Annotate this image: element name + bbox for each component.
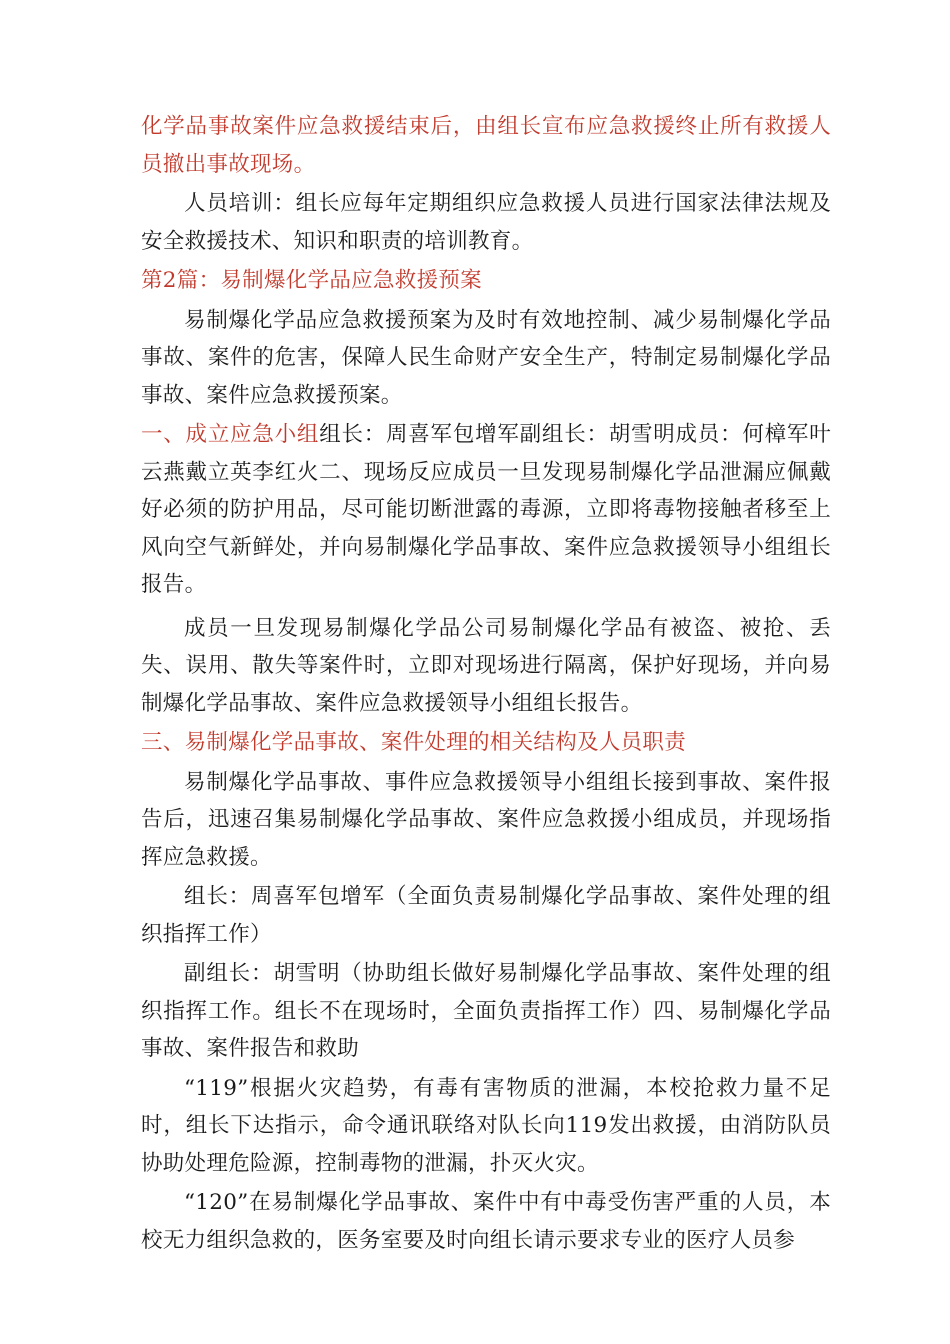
- document-page: [141, 108, 831, 1259]
- paragraph-emergency-group: [141, 416, 831, 604]
- paragraph-120: “120”在易制爆化学品事故、案件中有中毒受伤害严重的人员，本校无力组织急救的，医务室要及时向组长请示要求专业的医疗人员参: [141, 1190, 831, 1253]
- paragraph-rescue-end: 化学品事故案件应急救援结束后，由组长宣布应急救援终止所有救援人员撤出事故现场。: [141, 114, 831, 177]
- paragraph-plan-intro: 易制爆化学品应急救援预案为及时有效地控制、减少易制爆化学品事故、案件的危害，保障人民生命财产安全生产，特制定易制爆化学品事故、案件应急救援预案。: [141, 307, 831, 408]
- paragraph-theft-response: 成员一旦发现易制爆化学品公司易制爆化学品有被盗、被抢、丢失、误用、散失等案件时，立即对现场进行隔离，保护好现场，并向易制爆化学品事故、案件应急救援领导小组组长报告。: [141, 615, 831, 716]
- section-heading-emergency-group: 一、成立应急小组: [141, 422, 320, 447]
- paragraph-leader-response: 易制爆化学品事故、事件应急救援领导小组组长接到事故、案件报告后，迅速召集易制爆化学品事故、案件应急救援小组成员，并现场指挥应急救援。: [141, 769, 831, 870]
- paragraph-leader-role: 组长：周喜军包增军（全面负责易制爆化学品事故、案件处理的组织指挥工作）: [141, 884, 831, 947]
- emergency-group-text: 组长：周喜军包增军副组长：胡雪明成员：何樟军叶云燕戴立英李红火二、现场反应成员一旦发现易制爆化学品泄漏应佩戴好必须的防护用品，尽可能切断泄露的毒源，立即将毒物接触者移至上风向空气新鲜处，并向易制爆化学品事故、案件应急救援领导小组组长报告。: [141, 422, 831, 597]
- section-heading-structure: 三、易制爆化学品事故、案件处理的相关结构及人员职责: [141, 730, 687, 755]
- paragraph-training: 人员培训：组长应每年定期组织应急救援人员进行国家法律法规及安全救援技术、知识和职责的培训教育。: [141, 191, 831, 254]
- paragraph-119: “119”根据火灾趋势，有毒有害物质的泄漏，本校抢救力量不足时，组长下达指示，命令通讯联络对队长向119发出救援，由消防队员协助处理危险源，控制毒物的泄漏，扑灭火灾。: [141, 1075, 831, 1176]
- section-heading-chapter-2: 第2篇：易制爆化学品应急救援预案: [141, 268, 482, 293]
- paragraph-deputy-role: 副组长：胡雪明（协助组长做好易制爆化学品事故、案件处理的组织指挥工作。组长不在现场时，全面负责指挥工作）四、易制爆化学品事故、案件报告和救助: [141, 961, 831, 1061]
